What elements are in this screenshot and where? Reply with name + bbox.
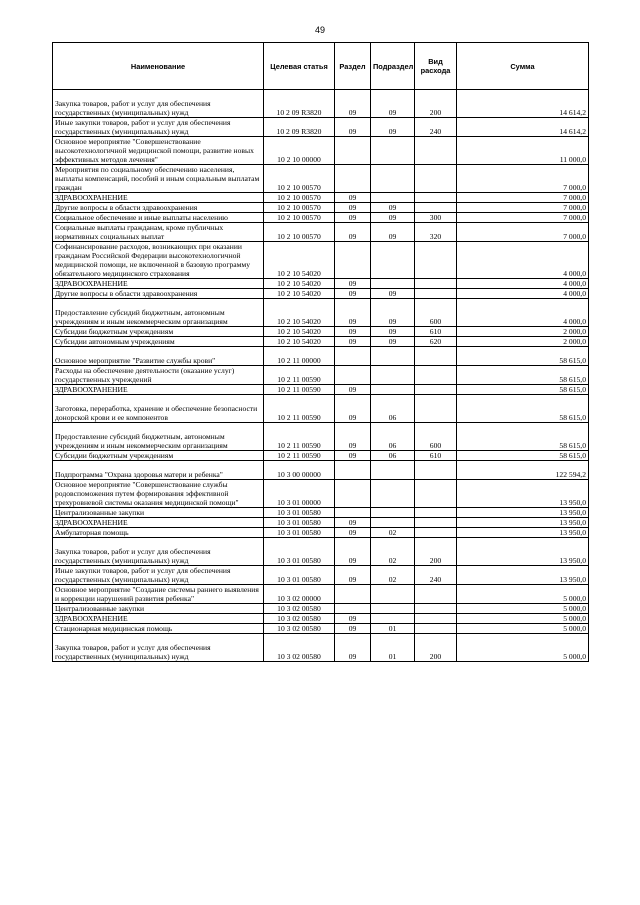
table-row [53,624,589,634]
row-section-cell: 09 [335,193,371,203]
row-amount-cell: 5 000,0 [457,634,589,662]
row-section-cell: 09 [335,566,371,585]
row-subsection-cell: 09 [371,299,415,327]
row-amount-cell: 5 000,0 [457,604,589,614]
table-row [53,223,589,242]
table-row [53,366,589,385]
row-subsection-cell: 02 [371,538,415,566]
row-target-cell: 10 2 10 00000 [264,137,335,165]
row-subsection-cell: 06 [371,451,415,461]
row-name-cell: Иные закупки товаров, работ и услуг для обеспечения государственных (муниципальных) нужд [53,118,264,137]
row-type-cell [415,480,457,508]
row-name-cell: Подпрограмма "Охрана здоровья матери и ребенка" [53,461,264,480]
row-target-cell: 10 3 00 00000 [264,461,335,480]
row-section-cell: 09 [335,327,371,337]
row-target-cell: 10 3 02 00000 [264,585,335,604]
table-row [53,337,589,347]
row-section-cell [335,242,371,279]
row-subsection-cell [371,604,415,614]
row-section-cell: 09 [335,299,371,327]
row-amount-cell: 4 000,0 [457,279,589,289]
row-type-cell [415,347,457,366]
table-row [53,299,589,327]
row-amount-cell: 7 000,0 [457,193,589,203]
row-section-cell: 09 [335,538,371,566]
row-name-cell: Социальные выплаты гражданам, кроме публичных нормативных социальных выплат [53,223,264,242]
row-amount-cell: 7 000,0 [457,223,589,242]
row-section-cell [335,461,371,480]
row-section-cell: 09 [335,385,371,395]
row-amount-cell: 4 000,0 [457,289,589,299]
row-target-cell: 10 3 02 00580 [264,614,335,624]
table-row [53,634,589,662]
row-target-cell: 10 2 11 00000 [264,347,335,366]
row-name-cell: Предоставление субсидий бюджетным, автономным учреждениям и иным некоммерческим организациям [53,299,264,327]
row-subsection-cell [371,193,415,203]
row-type-cell [415,518,457,528]
row-subsection-cell [371,508,415,518]
table-row [53,604,589,614]
row-section-cell: 09 [335,451,371,461]
row-target-cell: 10 2 10 00570 [264,165,335,193]
row-subsection-cell: 09 [371,337,415,347]
header-name: Наименование [53,43,264,90]
row-target-cell: 10 2 10 54020 [264,289,335,299]
row-name-cell: Софинансирование расходов, возникающих при оказании гражданам Российской Федерации высокотехнологичной медицинской помощи, не включенной в базовую программу обязательного медицинского страхования [53,242,264,279]
row-amount-cell: 2 000,0 [457,337,589,347]
table-row [53,614,589,624]
row-subsection-cell: 09 [371,223,415,242]
row-subsection-cell: 09 [371,118,415,137]
row-subsection-cell: 09 [371,289,415,299]
row-type-cell: 600 [415,299,457,327]
table-row [53,508,589,518]
header-target: Целевая статья [264,43,335,90]
row-name-cell: ЗДРАВООХРАНЕНИЕ [53,614,264,624]
row-target-cell: 10 2 10 54020 [264,327,335,337]
row-subsection-cell [371,242,415,279]
row-section-cell: 09 [335,614,371,624]
row-type-cell [415,528,457,538]
header-section: Раздел [335,43,371,90]
row-section-cell [335,508,371,518]
table-row [53,528,589,538]
row-name-cell: Закупка товаров, работ и услуг для обеспечения государственных (муниципальных) нужд [53,90,264,118]
row-section-cell: 09 [335,337,371,347]
row-subsection-cell: 02 [371,566,415,585]
row-type-cell [415,461,457,480]
row-amount-cell: 58 615,0 [457,395,589,423]
row-amount-cell: 58 615,0 [457,347,589,366]
row-section-cell: 09 [335,213,371,223]
row-amount-cell: 58 615,0 [457,423,589,451]
row-target-cell: 10 2 11 00590 [264,366,335,385]
row-section-cell [335,366,371,385]
row-type-cell [415,614,457,624]
row-subsection-cell [371,347,415,366]
row-target-cell: 10 3 01 00580 [264,528,335,538]
row-amount-cell: 13 950,0 [457,566,589,585]
table-row [53,518,589,528]
row-name-cell: ЗДРАВООХРАНЕНИЕ [53,518,264,528]
row-section-cell [335,480,371,508]
row-section-cell: 09 [335,518,371,528]
row-subsection-cell [371,385,415,395]
row-target-cell: 10 3 01 00580 [264,538,335,566]
table-row [53,566,589,585]
row-name-cell: Амбулаторная помощь [53,528,264,538]
row-type-cell: 200 [415,634,457,662]
row-type-cell [415,193,457,203]
row-target-cell: 10 2 10 54020 [264,299,335,327]
row-subsection-cell: 06 [371,423,415,451]
row-section-cell [335,347,371,366]
table-row [53,137,589,165]
row-amount-cell: 13 950,0 [457,480,589,508]
row-name-cell: Централизованные закупки [53,508,264,518]
row-amount-cell: 5 000,0 [457,614,589,624]
row-name-cell: Субсидии бюджетным учреждениям [53,451,264,461]
table-row [53,90,589,118]
row-target-cell: 10 2 10 54020 [264,279,335,289]
row-type-cell [415,242,457,279]
row-amount-cell: 5 000,0 [457,624,589,634]
row-subsection-cell [371,585,415,604]
row-name-cell: Основное мероприятие "Совершенствование службы родовспоможения путем формирования эффективной трехуровневой системы оказания медицинской помощи" [53,480,264,508]
row-name-cell: Субсидии автономным учреждениям [53,337,264,347]
header-amount: Сумма [457,43,589,90]
page-number: 49 [314,25,325,35]
row-subsection-cell [371,480,415,508]
table-row [53,203,589,213]
row-name-cell: ЗДРАВООХРАНЕНИЕ [53,385,264,395]
row-target-cell: 10 3 02 00580 [264,604,335,614]
row-name-cell: Основное мероприятие "Совершенствование высокотехнологичной медицинской помощи, развитие новых эффективных методов лечения" [53,137,264,165]
row-target-cell: 10 3 02 00580 [264,634,335,662]
row-name-cell: Стационарная медицинская помощь [53,624,264,634]
table-row [53,480,589,508]
row-amount-cell: 13 950,0 [457,538,589,566]
row-target-cell: 10 2 10 00570 [264,213,335,223]
row-subsection-cell: 09 [371,203,415,213]
row-subsection-cell [371,518,415,528]
row-type-cell [415,366,457,385]
row-target-cell: 10 2 10 00570 [264,193,335,203]
row-amount-cell: 7 000,0 [457,213,589,223]
row-amount-cell: 13 950,0 [457,528,589,538]
table-row [53,118,589,137]
table-row [53,347,589,366]
row-name-cell: Иные закупки товаров, работ и услуг для обеспечения государственных (муниципальных) нужд [53,566,264,585]
row-name-cell: Закупка товаров, работ и услуг для обеспечения государственных (муниципальных) нужд [53,634,264,662]
header-expense-type: Вид расхода [415,43,457,90]
row-type-cell [415,585,457,604]
table-row [53,451,589,461]
row-amount-cell: 7 000,0 [457,203,589,213]
row-type-cell [415,385,457,395]
row-type-cell: 320 [415,223,457,242]
row-type-cell [415,137,457,165]
row-subsection-cell [371,614,415,624]
row-type-cell [415,289,457,299]
row-target-cell: 10 2 10 54020 [264,242,335,279]
row-subsection-cell [371,366,415,385]
row-subsection-cell [371,165,415,193]
table-row [53,165,589,193]
row-target-cell: 10 2 09 R3820 [264,118,335,137]
row-type-cell [415,165,457,193]
table-row [53,279,589,289]
row-type-cell [415,395,457,423]
row-section-cell: 09 [335,279,371,289]
row-subsection-cell: 09 [371,327,415,337]
row-section-cell [335,137,371,165]
row-subsection-cell: 01 [371,624,415,634]
row-name-cell: Социальное обеспечение и иные выплаты населению [53,213,264,223]
row-section-cell: 09 [335,289,371,299]
row-target-cell: 10 3 01 00000 [264,480,335,508]
header-subsection: Подраздел [371,43,415,90]
row-amount-cell: 13 950,0 [457,518,589,528]
row-section-cell [335,165,371,193]
row-amount-cell: 11 000,0 [457,137,589,165]
row-type-cell [415,604,457,614]
row-type-cell: 610 [415,327,457,337]
row-target-cell: 10 3 02 00580 [264,624,335,634]
row-subsection-cell [371,461,415,480]
row-name-cell: Предоставление субсидий бюджетным, автономным учреждениям и иным некоммерческим организациям [53,423,264,451]
row-target-cell: 10 2 09 R3820 [264,90,335,118]
row-amount-cell: 58 615,0 [457,451,589,461]
row-subsection-cell [371,137,415,165]
row-target-cell: 10 2 11 00590 [264,451,335,461]
row-section-cell: 09 [335,203,371,213]
row-section-cell [335,585,371,604]
row-amount-cell: 14 614,2 [457,118,589,137]
table-row [53,461,589,480]
row-target-cell: 10 2 11 00590 [264,423,335,451]
row-name-cell: Закупка товаров, работ и услуг для обеспечения государственных (муниципальных) нужд [53,538,264,566]
row-amount-cell: 58 615,0 [457,366,589,385]
row-target-cell: 10 2 10 54020 [264,337,335,347]
row-section-cell: 09 [335,423,371,451]
row-type-cell [415,279,457,289]
row-name-cell: Централизованные закупки [53,604,264,614]
table-row [53,193,589,203]
table-row [53,538,589,566]
row-name-cell: Основное мероприятие "Создание системы раннего выявления и коррекции нарушений развития ребенка" [53,585,264,604]
row-name-cell: Расходы на обеспечение деятельности (оказание услуг) государственных учреждений [53,366,264,385]
row-section-cell: 09 [335,395,371,423]
row-target-cell: 10 3 01 00580 [264,508,335,518]
row-amount-cell: 14 614,2 [457,90,589,118]
row-target-cell: 10 3 01 00580 [264,566,335,585]
table-row [53,213,589,223]
row-type-cell [415,508,457,518]
table-row [53,289,589,299]
row-name-cell: Заготовка, переработка, хранение и обеспечение безопасности донорской крови и ее компонентов [53,395,264,423]
row-name-cell: Другие вопросы в области здравоохранения [53,203,264,213]
row-amount-cell: 58 615,0 [457,385,589,395]
row-subsection-cell: 09 [371,90,415,118]
row-target-cell: 10 3 01 00580 [264,518,335,528]
row-type-cell: 240 [415,566,457,585]
row-section-cell [335,604,371,614]
row-section-cell: 09 [335,118,371,137]
row-type-cell [415,624,457,634]
row-amount-cell: 2 000,0 [457,327,589,337]
row-subsection-cell: 01 [371,634,415,662]
row-subsection-cell: 06 [371,395,415,423]
row-section-cell: 09 [335,528,371,538]
table-row [53,385,589,395]
budget-table [52,42,589,662]
row-type-cell: 200 [415,538,457,566]
row-amount-cell: 5 000,0 [457,585,589,604]
table-row [53,395,589,423]
row-amount-cell: 7 000,0 [457,165,589,193]
row-target-cell: 10 2 11 00590 [264,395,335,423]
row-type-cell [415,203,457,213]
row-amount-cell: 122 594,2 [457,461,589,480]
row-type-cell: 240 [415,118,457,137]
row-amount-cell: 4 000,0 [457,299,589,327]
row-type-cell: 620 [415,337,457,347]
table-header-row [53,43,589,90]
row-target-cell: 10 2 10 00570 [264,203,335,213]
table-row [53,242,589,279]
row-name-cell: ЗДРАВООХРАНЕНИЕ [53,193,264,203]
row-subsection-cell: 09 [371,213,415,223]
row-section-cell: 09 [335,90,371,118]
row-section-cell: 09 [335,223,371,242]
row-name-cell: ЗДРАВООХРАНЕНИЕ [53,279,264,289]
row-target-cell: 10 2 10 00570 [264,223,335,242]
table-row [53,423,589,451]
row-name-cell: Субсидии бюджетным учреждениям [53,327,264,337]
row-type-cell: 200 [415,90,457,118]
row-name-cell: Другие вопросы в области здравоохранения [53,289,264,299]
row-amount-cell: 13 950,0 [457,508,589,518]
table-row [53,585,589,604]
row-type-cell: 610 [415,451,457,461]
table-row [53,327,589,337]
row-name-cell: Мероприятия по социальному обеспечению населения, выплаты компенсаций, пособий и иным социальным выплатам граждан [53,165,264,193]
row-type-cell: 600 [415,423,457,451]
row-type-cell: 300 [415,213,457,223]
row-section-cell: 09 [335,634,371,662]
row-section-cell: 09 [335,624,371,634]
row-amount-cell: 4 000,0 [457,242,589,279]
row-target-cell: 10 2 11 00590 [264,385,335,395]
row-subsection-cell [371,279,415,289]
row-subsection-cell: 02 [371,528,415,538]
row-name-cell: Основное мероприятие "Развитие службы крови" [53,347,264,366]
